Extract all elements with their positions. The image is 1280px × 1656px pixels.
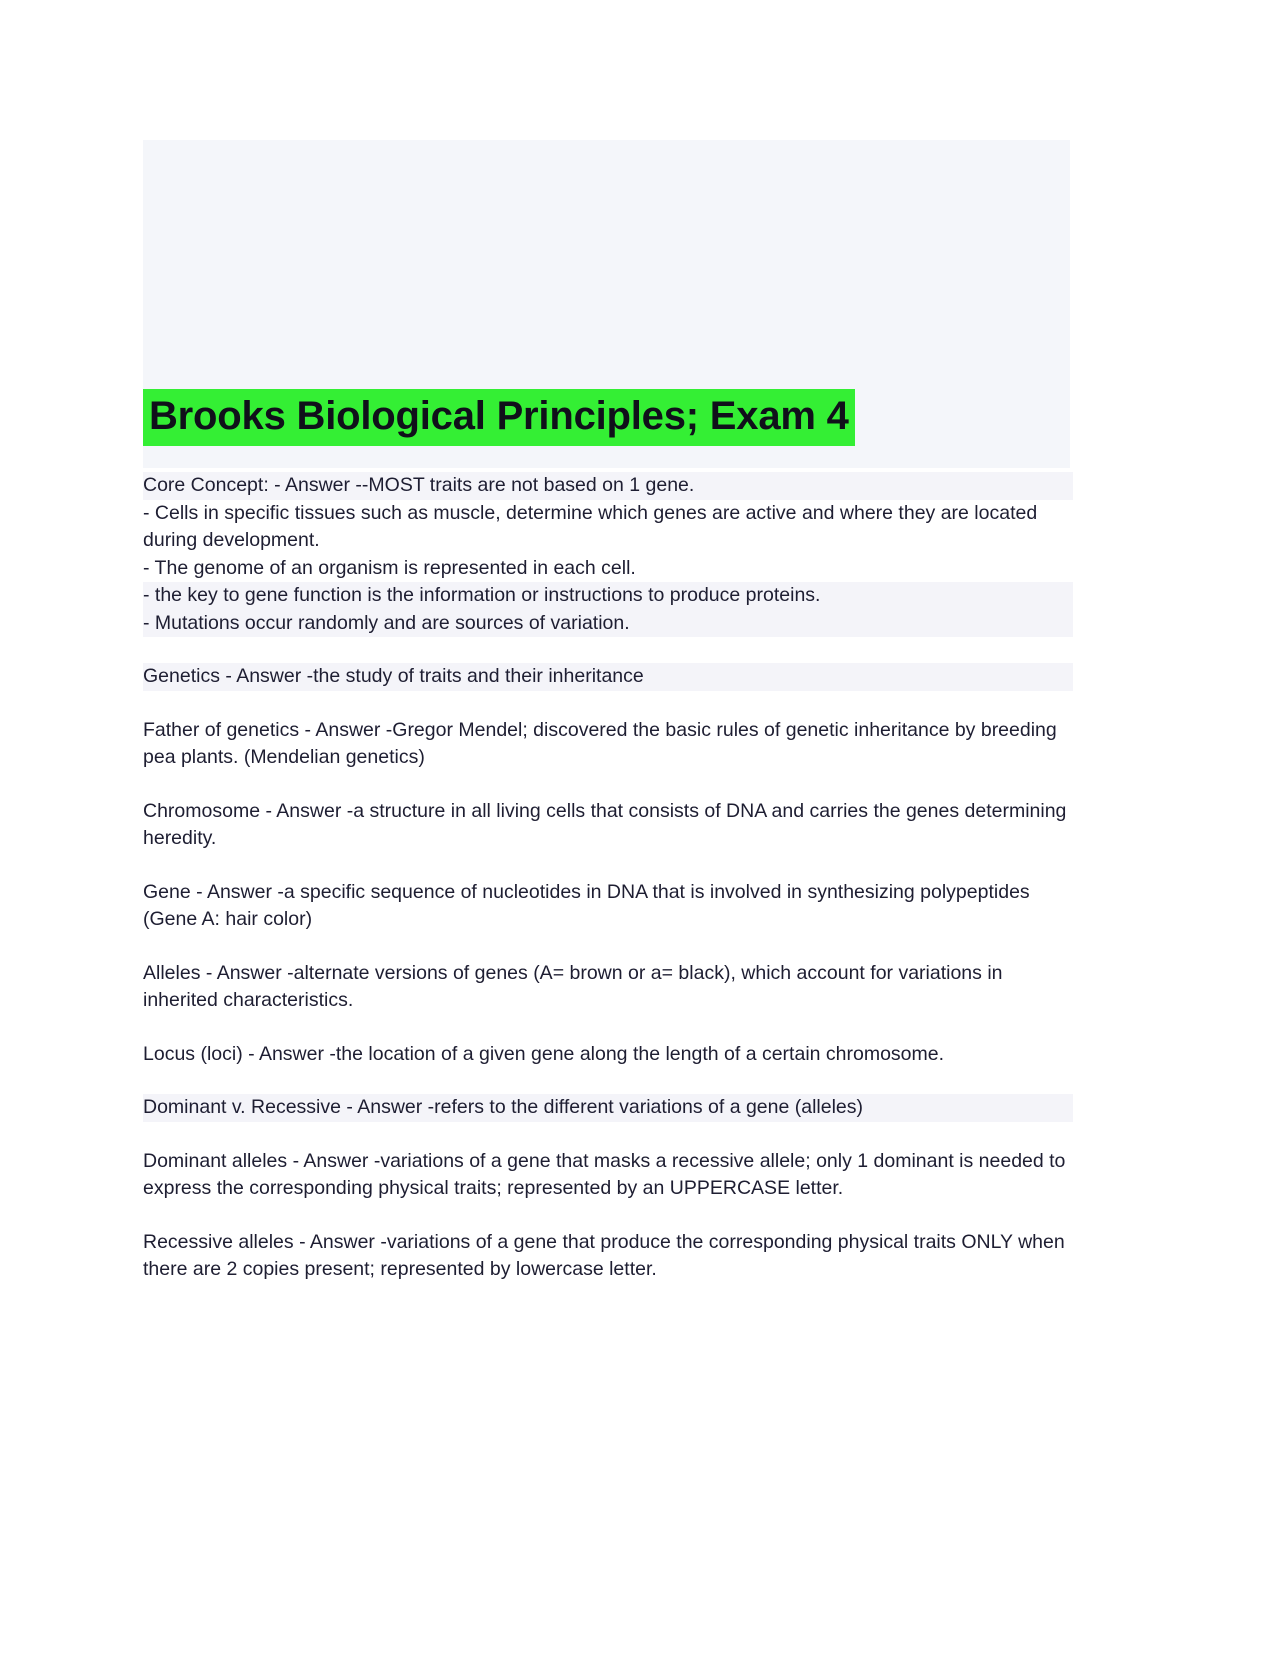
entry-line: Genetics - Answer -the study of traits and their inheritance bbox=[143, 663, 1073, 691]
entry-line: Recessive alleles - Answer -variations of a gene that produce the corresponding physical traits ONLY when there are 2 copies present; represented by lowercase letter. bbox=[143, 1230, 1065, 1280]
entry-alleles bbox=[143, 960, 1073, 1015]
entry-dominant-v-recessive bbox=[143, 1094, 1073, 1122]
entry-genetics bbox=[143, 663, 1073, 691]
entry-line: Dominant v. Recessive - Answer -refers to the different variations of a gene (alleles) bbox=[143, 1094, 1073, 1122]
entry-line: Core Concept: - Answer --MOST traits are not based on 1 gene. bbox=[143, 472, 1073, 500]
entry-gene bbox=[143, 879, 1073, 934]
entry-chromosome bbox=[143, 798, 1073, 853]
entry-locus bbox=[143, 1041, 1073, 1069]
entry-line: Dominant alleles - Answer -variations of a gene that masks a recessive allele; only 1 dominant is needed to express the corresponding physical traits; represented by an UPPERCASE letter. bbox=[143, 1149, 1066, 1199]
entry-line: Gene - Answer -a specific sequence of nucleotides in DNA that is involved in synthesizing polypeptides (Gene A: hair color) bbox=[143, 880, 1030, 930]
entry-line: - Mutations occur randomly and are sources of variation. bbox=[143, 610, 1073, 638]
entry-line: Locus (loci) - Answer -the location of a given gene along the length of a certain chromosome. bbox=[143, 1042, 945, 1065]
entry-line: - Cells in specific tissues such as muscle, determine which genes are active and where they are located during development. bbox=[143, 501, 1038, 551]
entry-dominant-alleles bbox=[143, 1148, 1073, 1203]
entry-line: Chromosome - Answer -a structure in all living cells that consists of DNA and carries the genes determining heredity. bbox=[143, 799, 1067, 849]
entry-core-concept bbox=[143, 472, 1073, 637]
entry-line: - the key to gene function is the information or instructions to produce proteins. bbox=[143, 582, 1073, 610]
entry-line: Father of genetics - Answer -Gregor Mendel; discovered the basic rules of genetic inheritance by breeding pea plants. (Mendelian genetics) bbox=[143, 718, 1057, 768]
entry-father-of-genetics bbox=[143, 717, 1073, 772]
entry-line: - The genome of an organism is represented in each cell. bbox=[143, 556, 636, 579]
page-title: Brooks Biological Principles; Exam 4 bbox=[143, 389, 855, 446]
document-body bbox=[143, 472, 1073, 1310]
entry-recessive-alleles bbox=[143, 1229, 1073, 1284]
entry-line: Alleles - Answer -alternate versions of genes (A= brown or a= black), which account for variations in inherited characteristics. bbox=[143, 961, 1003, 1011]
